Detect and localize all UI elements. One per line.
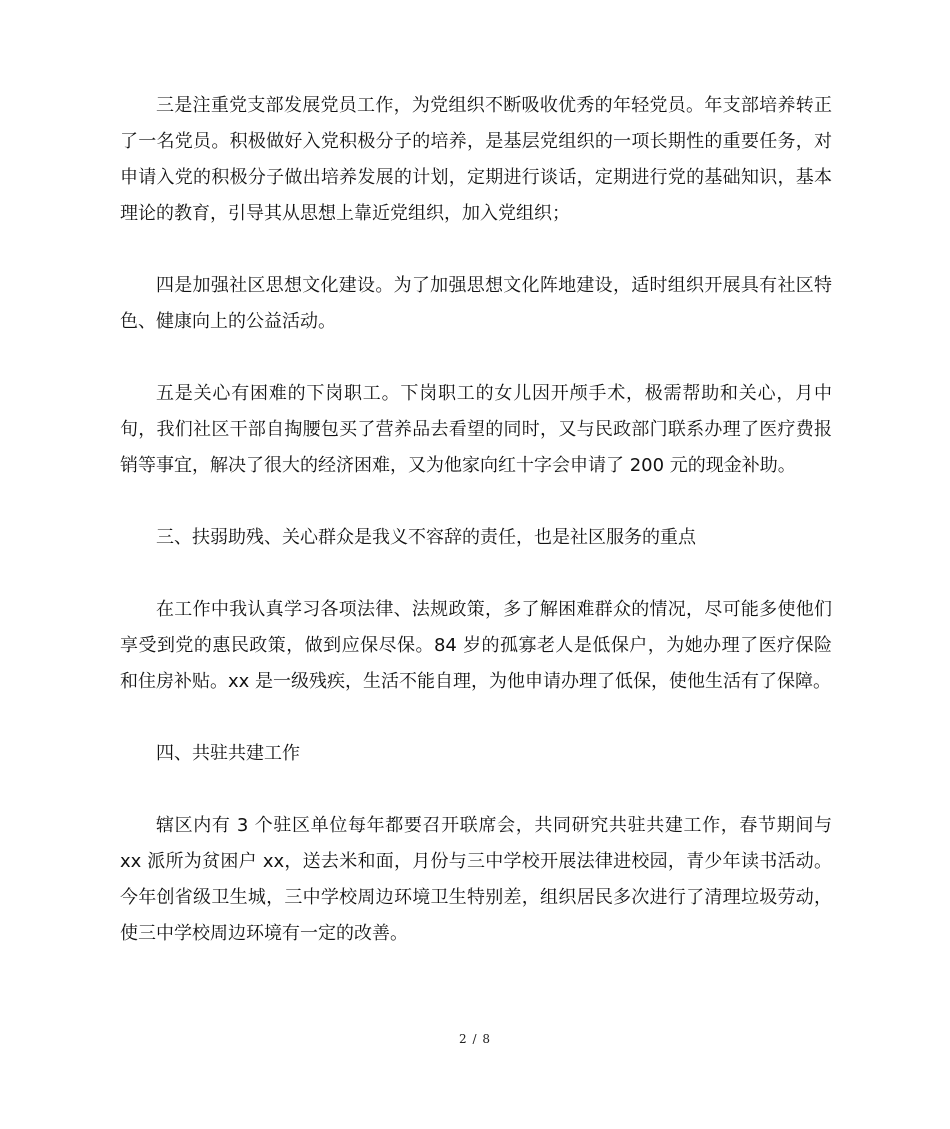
section-heading-helping-disabled: 三、扶弱助残、关心群众是我义不容辞的责任，也是社区服务的重点 <box>156 527 696 548</box>
paragraph-party-member-development: 三是注重党支部发展党员工作，为党组织不断吸收优秀的年轻党员。年支部培养转正了一名党员。积极做好入党积极分子的培养，是基层党组织的一项长期性的重要任务，对申请入党的积极分子做出培养发展的计划，定期进行谈话，定期进行党的基础知识，基本理论的教育，引导其从思想上靠近党组织，加入党组织； <box>120 95 832 224</box>
section-heading-co-construction: 四、共驻共建工作 <box>156 743 300 764</box>
paragraph-laid-off-workers: 五是关心有困难的下岗职工。下岗职工的女儿因开颅手术，极需帮助和关心，月中旬，我们社区干部自掏腰包买了营养品去看望的同时，又与民政部门联系办理了医疗费报销等事宜，解决了很大的经济困难，又为他家向红十字会申请了 200 元的现金补助。 <box>120 383 832 476</box>
paragraph-policy-study: 在工作中我认真学习各项法律、法规政策，多了解困难群众的情况，尽可能多使他们享受到党的惠民政策，做到应保尽保。84 岁的孤寡老人是低保户，为她办理了医疗保险和住房补贴。xx 是一级残疾，生活不能自理，为他申请办理了低保，使他生活有了保障。 <box>120 599 832 692</box>
paragraph-co-construction-work: 辖区内有 3 个驻区单位每年都要召开联席会，共同研究共驻共建工作，春节期间与 xx 派所为贫困户 xx，送去米和面，月份与三中学校开展法律进校园，青少年读书活动。今年创省级卫生城，三中学校周边环境卫生特别差，组织居民多次进行了清理垃圾劳动，使三中学校周边环境有一定的改善。 <box>120 815 832 944</box>
paragraph-culture-building: 四是加强社区思想文化建设。为了加强思想文化阵地建设，适时组织开展具有社区特色、健康向上的公益活动。 <box>120 275 832 332</box>
page-number: 2 / 8 <box>459 1032 491 1046</box>
